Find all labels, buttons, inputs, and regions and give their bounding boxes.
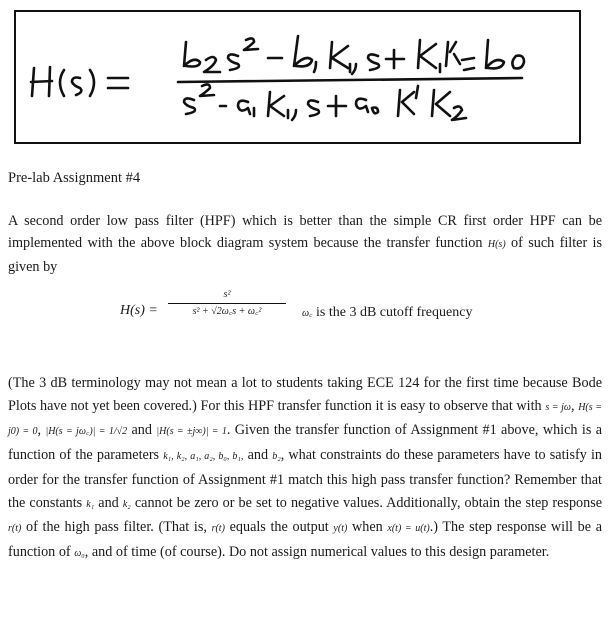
math-rt: r(t) xyxy=(211,523,225,535)
math-b2: b₂ xyxy=(272,451,281,463)
cutoff-symbol: ω꜀ xyxy=(302,308,313,319)
text-segment: when xyxy=(351,519,383,536)
math-w0: ω₀ xyxy=(74,547,85,559)
handwritten-equation-drawing xyxy=(16,12,583,146)
math-parameters: k₁, k₂, a₁, a₂, b₀, b₁, xyxy=(163,451,244,463)
text-segment: and xyxy=(247,447,269,464)
equation-denominator: s² + √2ω꜀s + ω꜀² xyxy=(192,306,262,317)
handwritten-transfer-function-box xyxy=(14,10,581,144)
equation-numerator: s² xyxy=(223,289,231,300)
text-segment: , what constraints do these parameters have to satisfy in order for the transfer function of Assignment #1 match this high pass transfer function? Remember that the constants xyxy=(8,447,602,511)
math-k2: k₂ xyxy=(122,498,131,510)
math-xt: x(t) = u(t) xyxy=(387,523,430,535)
text-segment: .) The step response will be a function of xyxy=(8,519,603,560)
text-segment: and xyxy=(131,422,152,439)
math-h-zero: H(s = j0) = 0 xyxy=(8,401,602,438)
text-segment: and xyxy=(98,494,119,511)
math-h-infinity: |H(s = ±j∞)| = 1 xyxy=(156,426,227,438)
cutoff-note-text: is the 3 dB cutoff frequency xyxy=(316,305,473,320)
math-s-jw: s = jω xyxy=(545,401,571,413)
text-segment: (The 3 dB terminology may not mean a lot to students taking ECE 124 for the first time because Bode Plots have not yet been covered.) For this HPF transfer function it is easy to observe that with xyxy=(8,375,602,414)
intro-paragraph xyxy=(8,210,602,278)
cutoff-frequency-note xyxy=(302,305,472,321)
transfer-function-symbol: H(s) xyxy=(487,239,506,250)
math-h-cutoff: |H(s = jω꜀)| = 1/√2 xyxy=(45,426,128,438)
math-k1: k₁ xyxy=(86,498,95,510)
text-segment: cannot be zero or be set to negative values. Additionally, obtain the step response xyxy=(134,494,603,511)
assignment-heading: Pre-lab Assignment #4 xyxy=(8,170,141,186)
equation-lhs: H(s) = xyxy=(120,303,158,318)
intro-tail: of such filter is given by xyxy=(8,235,603,275)
text-segment: of the high pass filter. (That is, xyxy=(26,519,207,536)
math-yt: y(t) xyxy=(333,523,348,535)
equation-fraction xyxy=(168,287,286,320)
text-segment: . Given the transfer function of Assignment #1 above, which is a function of the parameters xyxy=(8,422,603,464)
text-segment: equals the output xyxy=(229,519,329,536)
main-paragraph: (The 3 dB terminology may not mean a lot to students taking ECE 124 for the first time because Bode Plots have not yet been covered.) For this HPF transfer function it is easy to observe that with s = jω, H(s = j0) = 0, |H(s = jω꜀)| = 1/√2 and |H(s = ±j∞)| = 1. Given the transfer function of Assignment #1 above, which is a function of the parameters k₁, k₂, a₁, a₂, b₀, b₁, and b₂, what constraints do these parameters have to satisfy in order for the transfer function of Assignment #1 match this high pass transfer function? Remember that the constants k₁ and k₂ cannot be zero or be set to negative values. Additionally, obtain the step response r(t) of the high pass filter. (That is, r(t) equals the output y(t) when x(t) = u(t).) The step response will be a function of ω₀, and of time (of course). Do not assign numerical values to this design parameter. xyxy=(8,375,603,560)
hpf-equation xyxy=(120,287,600,337)
intro-text: A second order low pass filter (HPF) which is better than the simple CR first order HPF can be implemented with the above block diagram system because the transfer function xyxy=(8,213,602,251)
text-segment: , and of time (of course). Do not assign numerical values to this design parameter. xyxy=(84,543,550,560)
math-rt: r(t) xyxy=(8,523,22,535)
